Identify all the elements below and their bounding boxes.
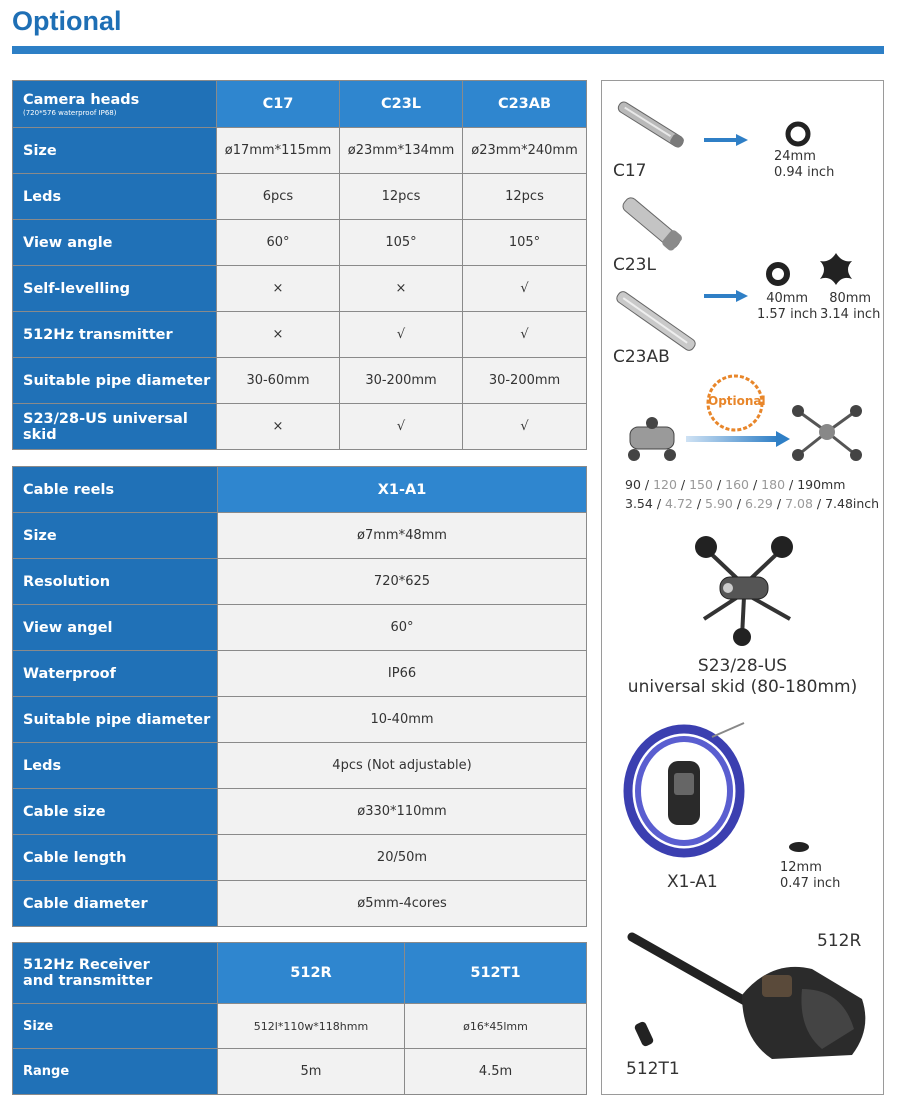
cell-value: 30-200mm: [340, 358, 463, 404]
size-90: 90: [625, 477, 641, 492]
cell-value: ø7mm*48mm: [218, 513, 587, 559]
table-row: [13, 789, 587, 835]
optional-badge-label: Optional: [708, 394, 766, 408]
cell-value: IP66: [218, 651, 587, 697]
cell-value: 60°: [218, 605, 587, 651]
cell-value: 4.5m: [405, 1049, 587, 1095]
c23l-label: C23L: [613, 255, 656, 275]
check-mark: √: [463, 266, 587, 312]
table-row: [13, 358, 587, 404]
receiver-header-line1: 512Hz Receiver: [23, 957, 150, 973]
camera-heads-table: [12, 80, 587, 450]
cell-value: ø16*45lmm: [405, 1004, 587, 1049]
table-row: [13, 559, 587, 605]
size-708: 7.08: [785, 496, 813, 511]
table-row: [13, 697, 587, 743]
size-590: 5.90: [705, 496, 733, 511]
skid-80mm-image: [816, 249, 856, 289]
receiver-col-512r: 512R: [218, 943, 405, 1004]
skid-caption-line2: universal skid (80-180mm): [627, 677, 858, 697]
skid-size-mm: 90 / 120 / 150 / 160 / 180 / 190mm: [625, 477, 846, 492]
ring-12mm-image: [788, 841, 810, 853]
cell-value: ø330*110mm: [218, 789, 587, 835]
cross-mark: ×: [217, 266, 340, 312]
cell-value: ø17mm*115mm: [217, 128, 340, 174]
cell-value: ø5mm-4cores: [218, 881, 587, 927]
table-row: [13, 174, 587, 220]
table-row: [13, 743, 587, 789]
cross-mark: ×: [217, 312, 340, 358]
row-label: S23/28-US universal skid: [13, 404, 217, 450]
row-label: Resolution: [13, 559, 218, 605]
transmitter-label: 512T1: [626, 1059, 680, 1079]
size-190: 190mm: [797, 477, 846, 492]
cell-value: 105°: [463, 220, 587, 266]
row-label: Size: [13, 1004, 218, 1049]
camera-c23l-image: [610, 191, 692, 253]
arrow-icon: [702, 133, 750, 147]
table-row: [13, 1004, 587, 1049]
ring-12-inch: 0.47 inch: [780, 876, 841, 891]
cable-reel-image: [622, 721, 752, 861]
cell-value: 60°: [217, 220, 340, 266]
product-panel: [601, 80, 884, 1095]
row-label: Leds: [13, 174, 217, 220]
ring-24mm-image: [785, 121, 811, 147]
cell-value: 12pcs: [340, 174, 463, 220]
cell-value: 512l*110w*118hmm: [218, 1004, 405, 1049]
cell-value: 4pcs (Not adjustable): [218, 743, 587, 789]
reel-header-row: [13, 467, 587, 513]
ring-40-inch: 1.57 inch: [757, 307, 818, 322]
cable-reels-table: [12, 466, 587, 927]
s23-skid-image: [684, 533, 804, 649]
ring-40-dims: [757, 291, 817, 323]
row-label: Cable length: [13, 835, 218, 881]
size-120: 120: [653, 477, 677, 492]
universal-skid-image: [788, 399, 866, 465]
camera-c17-image: [610, 95, 692, 153]
receiver-header-line2: and transmitter: [23, 973, 153, 989]
skid-size-inch: 3.54 / 4.72 / 5.90 / 6.29 / 7.08 / 7.48inch: [625, 496, 880, 511]
table-row: [13, 513, 587, 559]
table-row: [13, 404, 587, 450]
ring-40mm-image: [765, 261, 791, 287]
table-row: [13, 266, 587, 312]
table-row: [13, 128, 587, 174]
size-748: 7.48inch: [825, 496, 880, 511]
title-rule: [12, 46, 884, 54]
arrow-icon: [686, 431, 792, 447]
size-150: 150: [689, 477, 713, 492]
size-629: 6.29: [745, 496, 773, 511]
skid-mount-image: [624, 413, 682, 465]
check-mark: √: [340, 404, 463, 450]
cross-mark: ×: [340, 266, 463, 312]
camera-header-label: [13, 81, 217, 128]
row-label: Suitable pipe diameter: [13, 697, 218, 743]
transmitter-image: [630, 1019, 658, 1049]
ring-80-inch: 3.14 inch: [820, 307, 881, 322]
ring-24-inch: 0.94 inch: [774, 165, 835, 180]
receiver-label: 512R: [817, 931, 862, 951]
row-label: Size: [13, 513, 218, 559]
check-mark: √: [340, 312, 463, 358]
size-160: 160: [725, 477, 749, 492]
camera-header-title: Camera heads: [23, 91, 140, 108]
check-mark: √: [463, 404, 587, 450]
table-row: [13, 835, 587, 881]
row-label: 512Hz transmitter: [13, 312, 217, 358]
row-label: Range: [13, 1049, 218, 1095]
cell-value: ø23mm*240mm: [463, 128, 587, 174]
arrow-icon: [702, 289, 750, 303]
s23-skid-caption: [602, 656, 883, 698]
ring-40-mm: 40mm: [766, 291, 809, 306]
cell-value: 12pcs: [463, 174, 587, 220]
row-label: Size: [13, 128, 217, 174]
table-row: [13, 312, 587, 358]
ring-24-mm: 24mm: [774, 149, 816, 164]
receiver-image: [622, 929, 872, 1069]
c17-label: C17: [613, 161, 647, 181]
camera-header-row: [13, 81, 587, 128]
size-354: 3.54: [625, 496, 653, 511]
cell-value: 6pcs: [217, 174, 340, 220]
page-title: Optional: [12, 6, 122, 36]
cell-value: 105°: [340, 220, 463, 266]
receiver-table: [12, 942, 587, 1095]
table-row: [13, 1049, 587, 1095]
cell-value: 720*625: [218, 559, 587, 605]
row-label: View angel: [13, 605, 218, 651]
ring-80-mm: 80mm: [829, 291, 872, 306]
reel-label: X1-A1: [667, 872, 718, 892]
receiver-col-512t1: 512T1: [405, 943, 587, 1004]
table-row: [13, 651, 587, 697]
row-label: View angle: [13, 220, 217, 266]
ring-12-dims: [780, 860, 840, 892]
receiver-header-label: [13, 943, 218, 1004]
row-label: Self-levelling: [13, 266, 217, 312]
reel-header-label: Cable reels: [13, 467, 218, 513]
c23ab-label: C23AB: [613, 347, 670, 367]
table-row: [13, 605, 587, 651]
cross-mark: ×: [217, 404, 340, 450]
camera-col-c23l: C23L: [340, 81, 463, 128]
row-label: Leds: [13, 743, 218, 789]
cell-value: 30-200mm: [463, 358, 587, 404]
cell-value: 30-60mm: [217, 358, 340, 404]
table-row: [13, 220, 587, 266]
cell-value: ø23mm*134mm: [340, 128, 463, 174]
row-label: Suitable pipe diameter: [13, 358, 217, 404]
receiver-header-row: [13, 943, 587, 1004]
camera-col-c23ab: C23AB: [463, 81, 587, 128]
table-row: [13, 881, 587, 927]
ring-12-mm: 12mm: [780, 860, 822, 875]
check-mark: √: [463, 312, 587, 358]
camera-header-sub: (720*576 waterproof IP68): [23, 108, 117, 117]
cell-value: 10-40mm: [218, 697, 587, 743]
cell-value: 20/50m: [218, 835, 587, 881]
size-180: 180: [761, 477, 786, 492]
row-label: Cable diameter: [13, 881, 218, 927]
ring-24-dims: [774, 149, 834, 181]
row-label: Waterproof: [13, 651, 218, 697]
reel-col-x1a1: X1-A1: [218, 467, 587, 513]
skid-caption-line1: S23/28-US: [697, 656, 788, 676]
ring-80-dims: [820, 291, 880, 323]
camera-col-c17: C17: [217, 81, 340, 128]
cell-value: 5m: [218, 1049, 405, 1095]
size-472: 4.72: [665, 496, 693, 511]
row-label: Cable size: [13, 789, 218, 835]
